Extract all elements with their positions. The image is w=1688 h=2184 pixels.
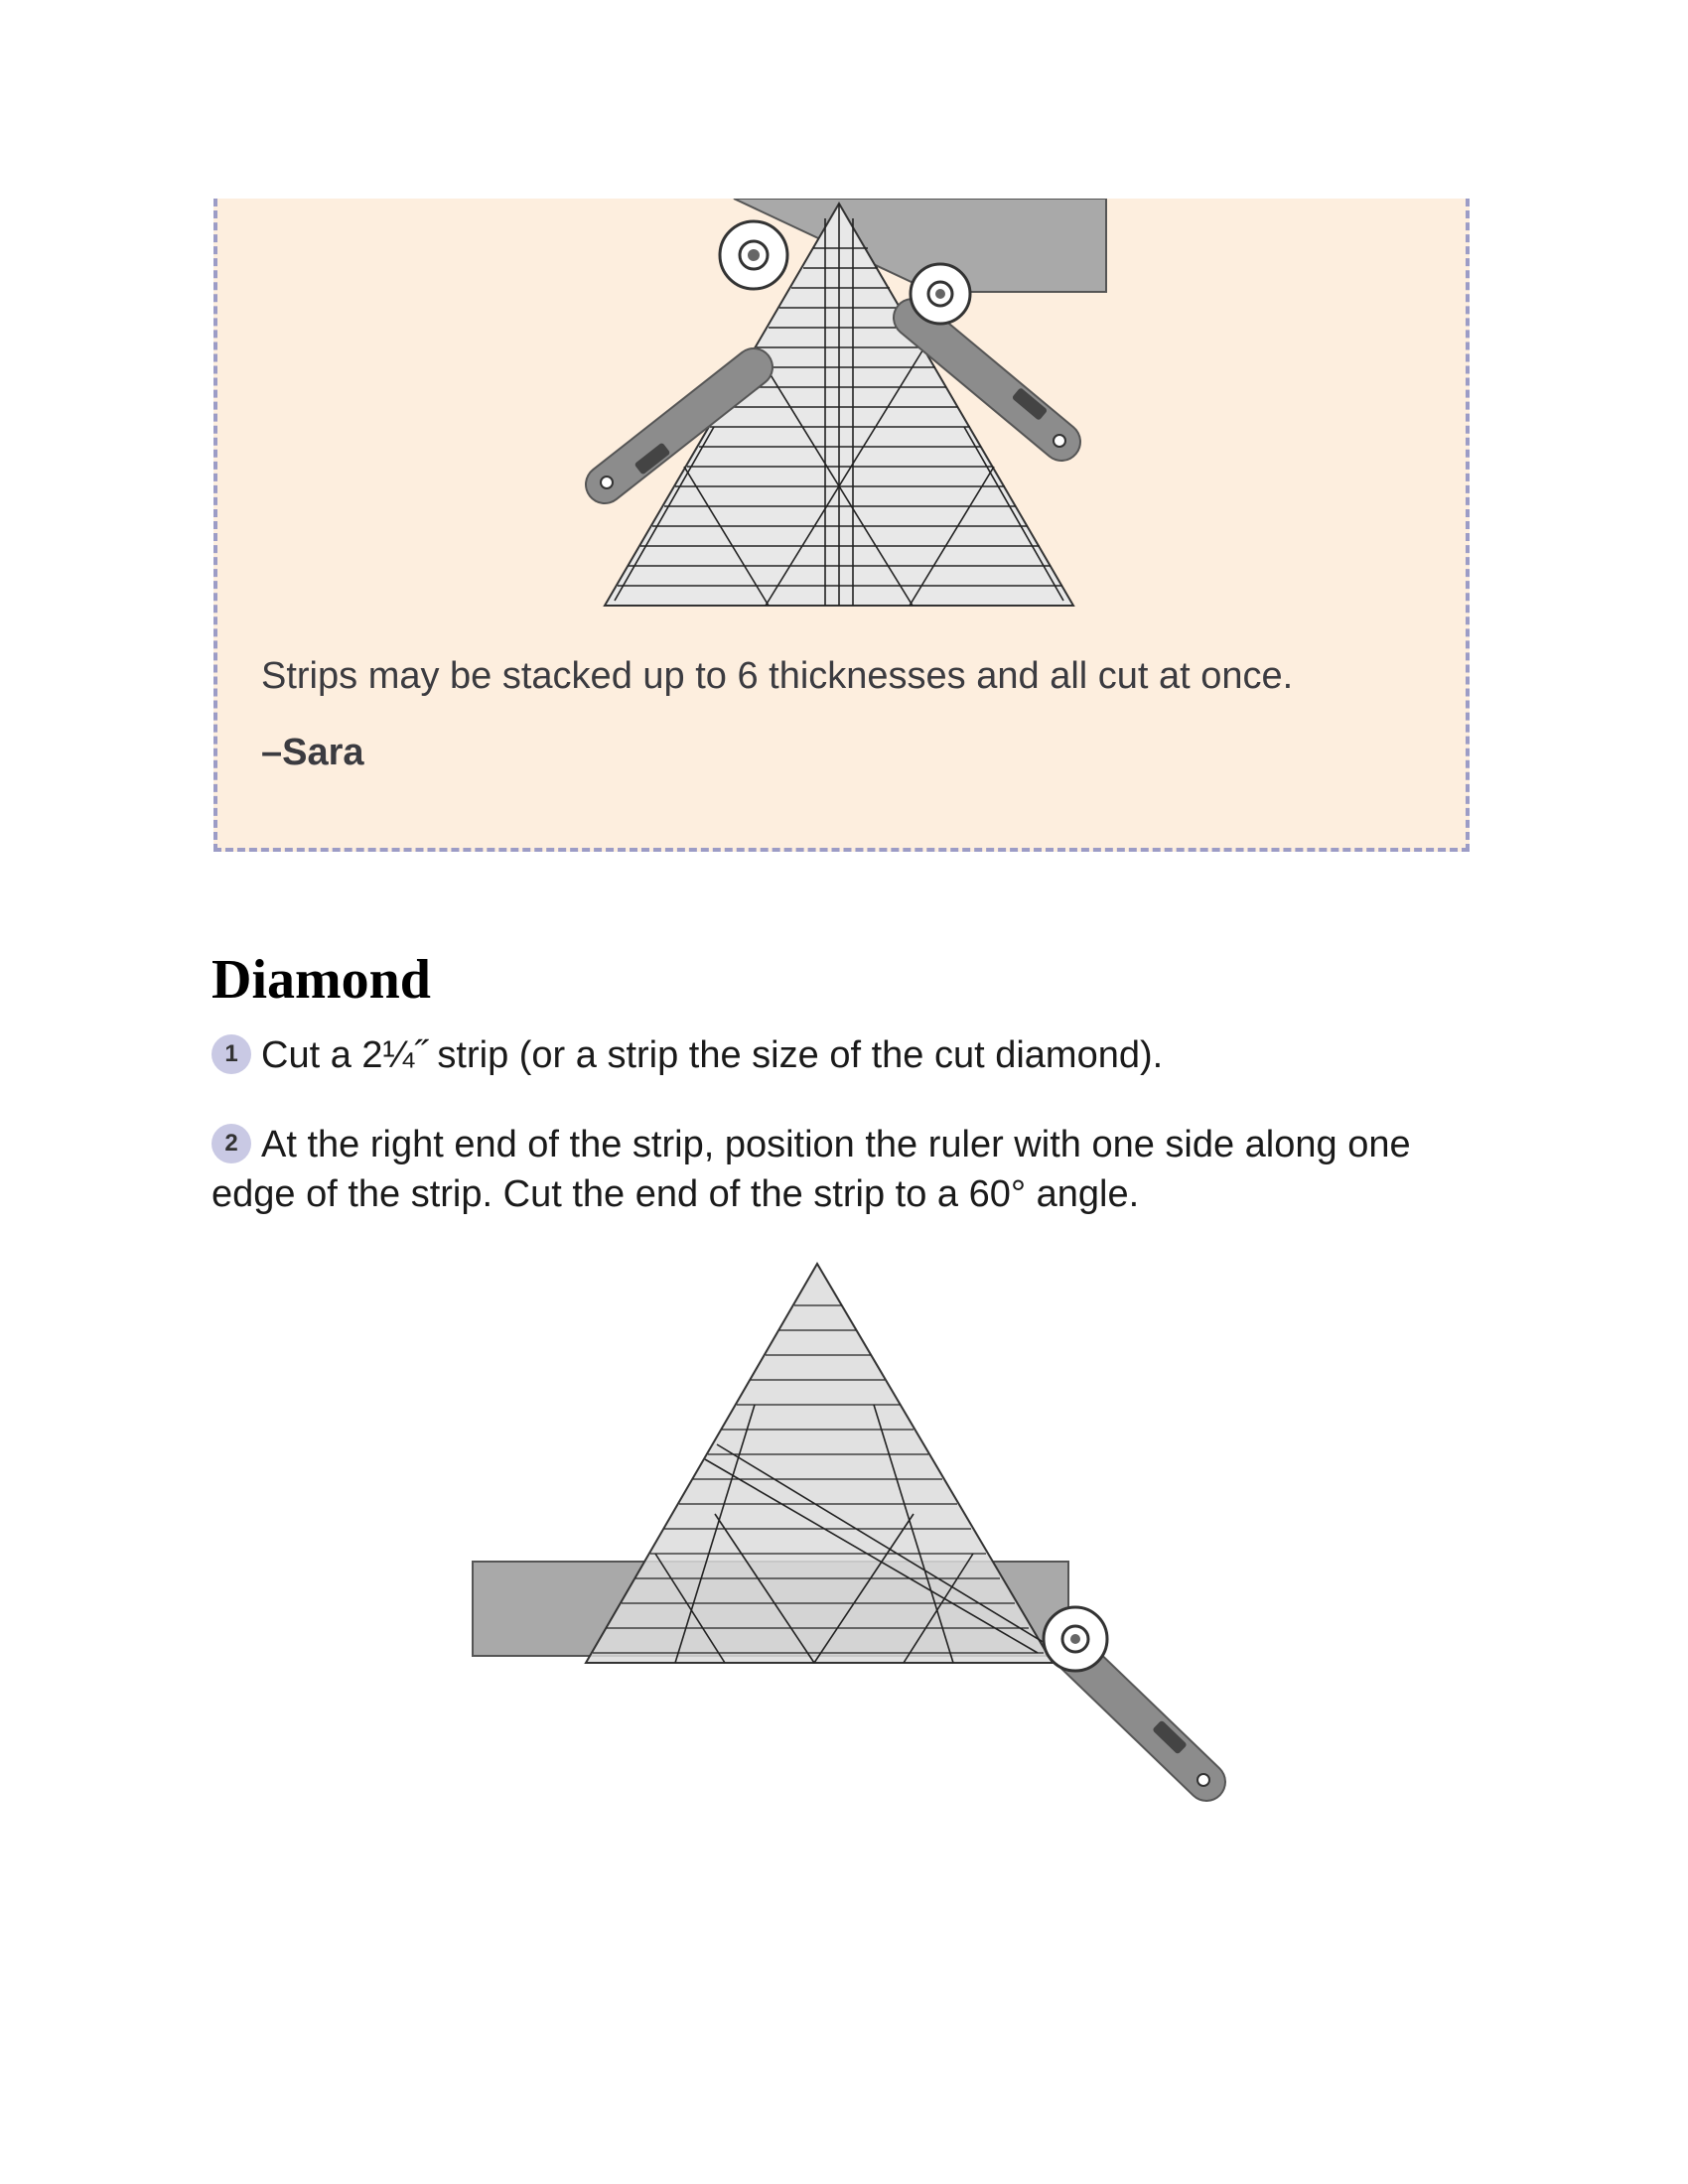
triangle-ruler-cutting-illustration — [217, 199, 1474, 635]
step-text: At the right end of the strip, position the ruler with one side along one edge of the strip. Cut the end of the strip to a 60° angle. — [211, 1124, 1411, 1215]
step-1 — [211, 1030, 1482, 1080]
step-text: Cut a 2¼˝ strip (or a strip the size of the cut diamond). — [261, 1034, 1164, 1076]
step-2 — [211, 1120, 1482, 1219]
tip-box — [213, 199, 1470, 852]
step-number-badge: 2 — [211, 1124, 251, 1163]
section-title: Diamond — [211, 949, 431, 1011]
rotary-cutter — [1044, 1607, 1209, 1786]
tip-text: Strips may be stacked up to 6 thicknesses and all cut at once. — [261, 655, 1294, 697]
step-number-badge: 1 — [211, 1034, 251, 1074]
tip-author: –Sara — [261, 732, 364, 773]
triangle-ruler — [586, 1264, 1053, 1663]
diamond-cutting-illustration — [457, 1256, 1231, 1822]
